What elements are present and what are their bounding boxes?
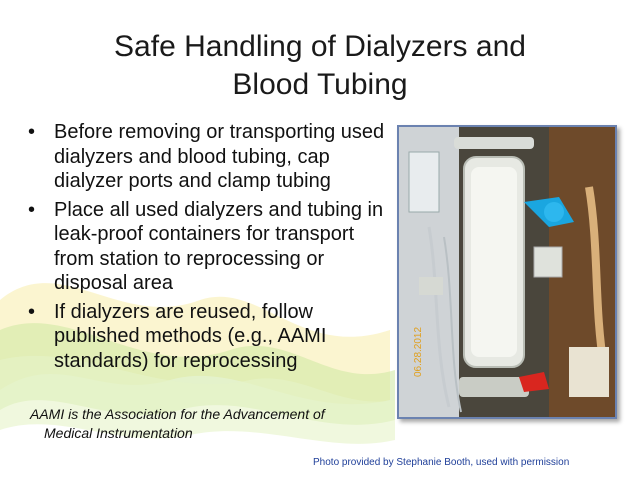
bullet-text: If dialyzers are reused, follow published methods (e.g., AAMI standards) for reprocessing [54,300,327,372]
dialyzer-photo [397,125,617,419]
footnote-line-1: AAMI is the Association for the Advancement of [30,406,325,422]
slide-title [40,28,600,104]
bullet-dot-icon: • [28,198,36,221]
bullet-dot-icon: • [28,121,36,143]
title-line-1: Safe Handling of Dialyzers and [114,30,526,63]
bullet-item [24,300,394,374]
footnote [30,405,390,443]
footnote-line-2: Medical Instrumentation [44,425,193,441]
photo-credit: Photo provided by Stephanie Booth, used with permission [313,457,570,468]
bullet-text: Before removing or transporting used dialyzers and blood tubing, cap dialyzer ports and clamp tubing [54,121,385,192]
bullet-list [24,120,394,377]
bullet-dot-icon: • [28,300,36,323]
bullet-text: Place all used dialyzers and tubing in leak-proof containers for transport from station to reprocessing or disposal area [54,198,384,294]
bullet-item [24,120,394,194]
photo-date-stamp: 06.28.2012 [413,326,424,377]
bullet-item [24,198,394,296]
title-line-2: Blood Tubing [232,68,408,101]
dialyzer-photo-illustration [399,127,615,417]
